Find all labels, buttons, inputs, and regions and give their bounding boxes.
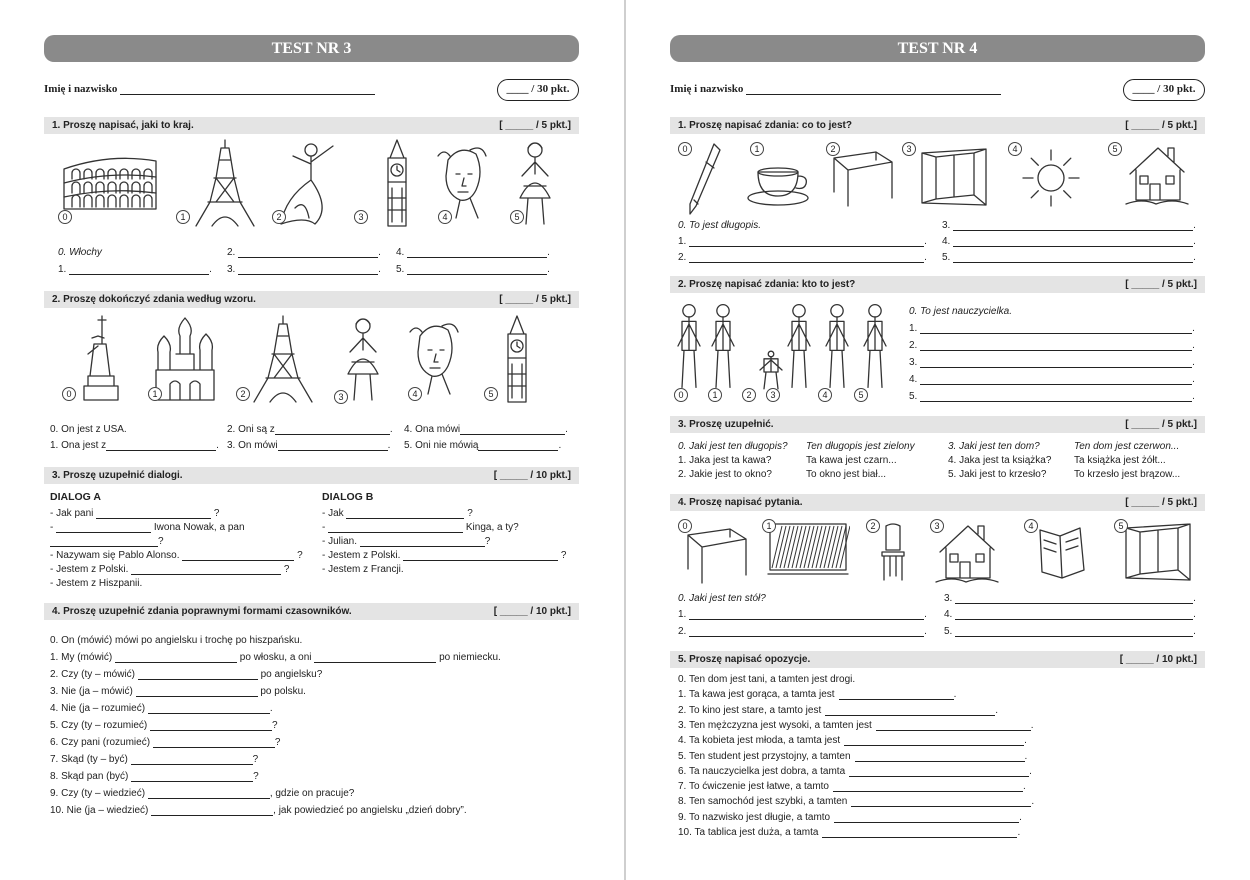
answer-line[interactable] — [131, 574, 281, 575]
answer-line[interactable] — [360, 546, 485, 547]
answer-1: 1. . — [678, 236, 927, 247]
answer-3: 3. . — [227, 264, 381, 275]
person-figure-icon — [782, 302, 816, 390]
sentence-text: 4. Ona mówi — [404, 424, 461, 435]
person-answer-4: 4. . — [909, 374, 1195, 385]
verb-item-7: 7. Skąd (ty – być) ? — [50, 754, 259, 765]
item-number-badge: 0 — [62, 387, 76, 401]
total-score-box: ____ / 30 pkt. — [497, 79, 579, 101]
item-number-badge: 1 — [708, 388, 722, 402]
answer-line[interactable] — [689, 636, 924, 637]
answer-line[interactable] — [407, 274, 547, 275]
answer-line[interactable] — [855, 761, 1025, 762]
answer-line[interactable] — [953, 262, 1193, 263]
section-title: 4. Proszę napisać pytania. — [678, 497, 803, 508]
section-points: [ _____ / 5 pkt.] — [1125, 419, 1197, 430]
sentence-1: 1. Ona jest z . — [50, 440, 219, 451]
answer-line[interactable] — [955, 619, 1193, 620]
name-line[interactable] — [746, 94, 1001, 95]
section-2-header — [44, 291, 579, 308]
answer-line[interactable] — [822, 837, 1017, 838]
fill-in-cell: 4. Jaka jest ta książka? — [948, 455, 1052, 466]
answer-example: 0. Włochy — [58, 247, 102, 258]
test-3-page — [0, 0, 624, 880]
test-title: TEST NR 3 — [44, 35, 579, 62]
section-title: 1. Proszę napisać, jaki to kraj. — [52, 120, 194, 131]
sentence-text: 1. Ona jest z — [50, 440, 107, 451]
section-points: [ _____ / 5 pkt.] — [1125, 120, 1197, 131]
item-number-badge: 2 — [272, 210, 286, 224]
person-answer-5: 5. . — [909, 391, 1195, 402]
item-number-badge: 1 — [148, 387, 162, 401]
answer-label: 3. — [944, 593, 953, 604]
opposite-text: 8. Ten samochód jest szybki, a tamten — [678, 796, 848, 808]
verb-item-3 — [50, 686, 306, 697]
composer-portrait-icon — [430, 142, 490, 222]
item-number-badge: 0 — [674, 388, 688, 402]
item-number-badge: 2 — [236, 387, 250, 401]
total-score-box: ____ / 30 pkt. — [1123, 79, 1205, 101]
dialog-b-line-2: - Kinga, a ty? — [322, 522, 519, 533]
dialog-a-title: DIALOG A — [50, 491, 101, 503]
verb-item-5: 5. Czy (ty – rozumieć) ? — [50, 720, 278, 731]
answer-label: 5. — [909, 391, 918, 402]
section-2-header — [670, 276, 1205, 293]
opposite-text: 2. To kino jest stare, a tamto jest — [678, 704, 822, 716]
person-figure-icon — [706, 302, 740, 390]
verb-text: po angielsku? — [260, 669, 323, 680]
opposite-text: 1. Ta kawa jest gorąca, a tamta jest — [678, 689, 835, 701]
opposite-text: 4. Ta kobieta jest młoda, a tamta jest — [678, 735, 841, 747]
answer-line[interactable] — [689, 246, 924, 247]
answer-0 — [678, 220, 761, 231]
person-answer-0 — [909, 306, 1012, 317]
opposite-text: 6. Ta nauczycielka jest dobra, a tamta — [678, 765, 846, 777]
item-number-badge: 5 — [1114, 519, 1128, 533]
verb-text: 7. Skąd (ty – być) — [50, 754, 128, 765]
item-number-badge: 3 — [334, 390, 348, 404]
name-line[interactable] — [120, 94, 375, 95]
section-4-header — [44, 603, 579, 620]
table-icon — [684, 525, 750, 585]
answer-line[interactable] — [478, 450, 558, 451]
section-title: 3. Proszę uzupełnić. — [678, 419, 774, 430]
opposite-item: 3. Ten mężczyzna jest wysoki, a tamten jest . — [678, 719, 1034, 731]
dialog-b-line-1: - Jak ? — [322, 508, 473, 519]
question-4: 4. . — [944, 609, 1196, 620]
blackboard-icon — [766, 520, 850, 578]
sentence-0 — [50, 424, 127, 435]
dialog-text: ? — [158, 536, 164, 547]
item-number-badge: 3 — [930, 519, 944, 533]
eiffel-tower-icon — [248, 314, 318, 404]
item-number-badge: 2 — [866, 519, 880, 533]
answer-line[interactable] — [115, 662, 237, 663]
dialog-b-line-3: - Julian. ? — [322, 536, 491, 547]
sun-icon — [1016, 148, 1086, 208]
section-title: 2. Proszę dokończyć zdania według wzoru. — [52, 294, 256, 305]
answer-5: 5. . — [942, 252, 1196, 263]
item-number-badge: 2 — [826, 142, 840, 156]
answer-line[interactable] — [138, 679, 258, 680]
dialog-a-line-4: - Nazywam się Pablo Alonso. ? — [50, 550, 303, 561]
opposite-item: 7. To ćwiczenie jest łatwe, a tamto . — [678, 781, 1026, 793]
dialog-b-line-4: - Jestem z Polski. ? — [322, 550, 567, 561]
opposite-text: 9. To nazwisko jest długie, a tamto — [678, 811, 831, 823]
dialog-a-line-2: - Iwona Nowak, a pan — [50, 522, 245, 533]
fill-in-cell: Ten dom jest czerwon... — [1074, 441, 1180, 452]
dialog-text: - Nazywam się Pablo Alonso. — [50, 550, 180, 561]
verb-item-1 — [50, 652, 501, 663]
person-answer-3: 3. . — [909, 357, 1195, 368]
answer-line[interactable] — [851, 806, 1031, 807]
opposite-item: 6. Ta nauczycielka jest dobra, a tamta . — [678, 765, 1032, 777]
answer-label: 2. — [227, 247, 239, 258]
answer-line[interactable] — [953, 246, 1193, 247]
answer-label: 4. — [944, 609, 953, 620]
window-icon — [916, 145, 992, 209]
section-title: 2. Proszę napisać zdania: kto to jest? — [678, 279, 856, 290]
answer-label: 2. — [678, 252, 687, 263]
answer-line[interactable] — [153, 747, 275, 748]
answer-example: 0. To jest nauczycielka. — [909, 306, 1013, 317]
answer-label: 5. — [396, 264, 408, 275]
sentence-text: 2. Oni są z — [227, 424, 275, 435]
section-title: 4. Proszę uzupełnić zdania poprawnymi formami czasowników. — [52, 606, 352, 617]
opposite-item: 10. Ta tablica jest duża, a tamta . — [678, 827, 1021, 838]
answer-line[interactable] — [56, 532, 151, 533]
fill-in-cell: To okno jest biał... — [806, 469, 887, 480]
name-label-text: Imię i nazwisko — [44, 83, 118, 95]
dialog-text: - Jak — [322, 508, 344, 519]
answer-line[interactable] — [278, 450, 388, 451]
answer-line[interactable] — [275, 434, 390, 435]
test-4-page — [626, 0, 1250, 880]
answer-example: 0. Jaki jest ten stół? — [678, 593, 766, 604]
answer-line[interactable] — [148, 713, 270, 714]
verb-item-4: 4. Nie (ja – rozumieć) . — [50, 703, 273, 714]
answer-4: 4. . — [942, 236, 1196, 247]
item-number-badge: 3 — [354, 210, 368, 224]
opposite-item: 9. To nazwisko jest długie, a tamto . — [678, 811, 1022, 823]
chair-icon — [878, 522, 908, 582]
opposite-item: 5. Ten student jest przystojny, a tamten . — [678, 750, 1028, 762]
composer-portrait-icon — [402, 318, 462, 398]
dialog-b-line-5 — [322, 564, 404, 575]
fill-in-cell: Ta książka jest żółt... — [1074, 455, 1166, 466]
answer-line[interactable] — [955, 603, 1193, 604]
name-label — [44, 83, 375, 95]
item-number-badge: 2 — [742, 388, 756, 402]
fill-in-cell: 0. Jaki jest ten długopis? — [678, 441, 788, 452]
section-4-header — [670, 494, 1205, 511]
sentence-4: 4. Ona mówi . — [404, 424, 568, 435]
answer-line[interactable] — [238, 274, 378, 275]
answer-label: 5. — [944, 626, 953, 637]
name-label — [670, 83, 1001, 95]
answer-line[interactable] — [314, 662, 436, 663]
section-3-header — [670, 416, 1205, 433]
opposite-text: 10. Ta tablica jest duża, a tamta — [678, 827, 819, 838]
verb-text: 10. Nie (ja – wiedzieć) — [50, 805, 149, 816]
verb-item-10 — [50, 805, 467, 816]
section-points: [ _____ / 10 pkt.] — [1119, 654, 1197, 665]
answer-line[interactable] — [834, 822, 1019, 823]
answer-4: 4. . — [396, 247, 550, 258]
verb-text: , jak powiedzieć po angielsku „dzień dobry”. — [273, 805, 467, 816]
opposite-text: 7. To ćwiczenie jest łatwe, a tamto — [678, 781, 829, 793]
answer-label: 3. — [909, 357, 918, 368]
answer-line[interactable] — [69, 274, 209, 275]
eiffel-tower-icon — [190, 138, 260, 228]
item-number-badge: 4 — [1024, 519, 1038, 533]
answer-line[interactable] — [876, 730, 1031, 731]
opposite-text: 3. Ten mężczyzna jest wysoki, a tamten jest — [678, 719, 872, 731]
fill-in-cell: Ten długopis jest zielony — [806, 441, 915, 452]
dialog-text: Iwona Nowak, a pan — [153, 522, 245, 533]
table-icon — [830, 148, 896, 208]
dialog-a-line-5: - Jestem z Polski. ? — [50, 564, 290, 575]
verb-item-0 — [50, 635, 302, 646]
item-number-badge: 4 — [818, 388, 832, 402]
answer-line[interactable] — [849, 776, 1029, 777]
answer-label: 4. — [396, 247, 408, 258]
item-number-badge: 4 — [438, 210, 452, 224]
answer-line[interactable] — [920, 333, 1192, 334]
answer-line[interactable] — [953, 230, 1193, 231]
verb-item-9 — [50, 788, 354, 799]
answer-label: 1. — [909, 323, 918, 334]
section-5-header — [670, 651, 1205, 668]
answer-line[interactable] — [150, 730, 272, 731]
answer-line[interactable] — [136, 696, 258, 697]
verb-text: , gdzie on pracuje? — [269, 788, 355, 799]
verb-text: 2. Czy (ty – mówić) — [50, 669, 136, 680]
answer-line[interactable] — [460, 434, 565, 435]
answer-line[interactable] — [689, 262, 924, 263]
person-figure-icon — [820, 302, 854, 390]
verb-text: 8. Skąd pan (być) — [50, 771, 129, 782]
answer-line[interactable] — [844, 745, 1024, 746]
section-points: [ _____ / 5 pkt.] — [1125, 279, 1197, 290]
answer-label: 1. — [58, 264, 70, 275]
item-number-badge: 3 — [766, 388, 780, 402]
verb-item-2 — [50, 669, 322, 680]
verb-text: 3. Nie (ja – mówić) — [50, 686, 133, 697]
fill-in-cell: 2. Jakie jest to okno? — [678, 469, 772, 480]
dialog-text: - Jestem z Polski. — [322, 550, 401, 561]
section-1-header — [670, 117, 1205, 134]
question-3: 3. . — [944, 593, 1196, 604]
dialog-a-line-6 — [50, 578, 142, 589]
answer-line[interactable] — [131, 764, 253, 765]
question-0 — [678, 593, 766, 604]
answer-example: 0. To jest długopis. — [678, 220, 762, 231]
sentence-5: 5. Oni nie mówią . — [404, 440, 562, 451]
house-icon — [1122, 142, 1192, 208]
answer-2: 2. . — [678, 252, 927, 263]
section-points: [ _____ / 10 pkt.] — [493, 470, 571, 481]
answer-line[interactable] — [328, 532, 463, 533]
dialog-a-line-1: - Jak pani ? — [50, 508, 220, 519]
fill-in-cell: Ta kawa jest czarn... — [806, 455, 897, 466]
dialog-text: - Julian. — [322, 536, 358, 547]
verb-text: po włosku, a oni — [239, 652, 312, 663]
item-number-badge: 5 — [484, 387, 498, 401]
item-number-badge: 5 — [854, 388, 868, 402]
sentence-3: 3. On mówi . — [227, 440, 391, 451]
answer-3: 3. . — [942, 220, 1196, 231]
big-ben-icon — [372, 138, 422, 228]
verb-text: 1. My (mówić) — [50, 652, 113, 663]
item-number-badge: 1 — [750, 142, 764, 156]
verb-text: 6. Czy pani (rozumieć) — [50, 737, 151, 748]
sentence-text: 0. On jest z USA. — [50, 424, 127, 435]
answer-5: 5. . — [396, 264, 550, 275]
verb-text: 0. On (mówić) mówi po angielsku i trochę po hiszpańsku. — [50, 635, 303, 646]
section-points: [ _____ / 5 pkt.] — [1125, 497, 1197, 508]
answer-label: 2. — [678, 626, 687, 637]
coffee-cup-icon — [744, 158, 814, 208]
section-points: [ _____ / 5 pkt.] — [499, 120, 571, 131]
answer-line[interactable] — [920, 401, 1192, 402]
fill-in-cell: 1. Jaka jest ta kawa? — [678, 455, 772, 466]
section-title: 3. Proszę uzupełnić dialogi. — [52, 470, 183, 481]
section-3-header — [44, 467, 579, 484]
answer-line[interactable] — [96, 518, 211, 519]
verb-text: 9. Czy (ty – wiedzieć) — [50, 788, 146, 799]
item-number-badge: 0 — [678, 519, 692, 533]
dialog-text: - Jestem z Polski. — [50, 564, 129, 575]
section-title: 1. Proszę napisać zdania: co to jest? — [678, 120, 852, 131]
dialog-b-title: DIALOG B — [322, 491, 374, 503]
opposite-item — [678, 674, 855, 685]
answer-line[interactable] — [920, 367, 1192, 368]
answer-line[interactable] — [403, 560, 558, 561]
colosseum-icon — [60, 147, 160, 215]
answer-line[interactable] — [50, 546, 158, 547]
sentence-text: 5. Oni nie mówią — [404, 440, 479, 451]
opposite-item: 4. Ta kobieta jest młoda, a tamta jest . — [678, 735, 1027, 747]
answer-label: 3. — [227, 264, 239, 275]
answer-line[interactable] — [833, 791, 1023, 792]
answer-label: 4. — [942, 236, 951, 247]
answer-label: 3. — [942, 220, 951, 231]
answer-line[interactable] — [106, 450, 216, 451]
answer-0 — [58, 247, 102, 258]
verb-text: 4. Nie (ja – rozumieć) — [50, 703, 146, 714]
opposite-item: 2. To kino jest stare, a tamto jest . — [678, 704, 998, 716]
answer-label: 2. — [909, 340, 918, 351]
dialog-a-line-3 — [50, 536, 164, 547]
fill-in-cell: 3. Jaki jest ten dom? — [948, 441, 1040, 452]
answer-line[interactable] — [151, 815, 273, 816]
verb-item-8: 8. Skąd pan (być) ? — [50, 771, 259, 782]
answer-line[interactable] — [238, 257, 378, 258]
fill-in-cell: To krzesło jest brązow... — [1074, 469, 1181, 480]
folk-girl-icon — [338, 314, 388, 404]
answer-label: 5. — [942, 252, 951, 263]
dialog-text: - Jak pani — [50, 508, 94, 519]
verb-item-6: 6. Czy pani (rozumieć) ? — [50, 737, 281, 748]
book-icon — [1030, 520, 1090, 584]
answer-label: 1. — [678, 236, 687, 247]
section-points: [ _____ / 5 pkt.] — [499, 294, 571, 305]
sentence-2: 2. Oni są z . — [227, 424, 393, 435]
answer-line[interactable] — [131, 781, 253, 782]
item-number-badge: 0 — [678, 142, 692, 156]
section-points: [ _____ / 10 pkt.] — [493, 606, 571, 617]
answer-line[interactable] — [689, 619, 924, 620]
answer-line[interactable] — [955, 636, 1193, 637]
fill-in-cell: 5. Jaki jest to krzesło? — [948, 469, 1047, 480]
dialog-text: Kinga, a ty? — [465, 522, 519, 533]
item-number-badge: 4 — [1008, 142, 1022, 156]
answer-line[interactable] — [148, 798, 270, 799]
item-number-badge: 1 — [176, 210, 190, 224]
section-1-header — [44, 117, 579, 134]
item-number-badge: 5 — [1108, 142, 1122, 156]
opposite-item: 8. Ten samochód jest szybki, a tamten . — [678, 796, 1035, 808]
person-figure-icon — [672, 302, 706, 390]
answer-label: 1. — [678, 609, 687, 620]
item-number-badge: 4 — [408, 387, 422, 401]
answer-line[interactable] — [920, 384, 1192, 385]
opposite-text: 5. Ten student jest przystojny, a tamten — [678, 750, 851, 762]
verb-text: po polsku. — [260, 686, 306, 697]
section-title: 5. Proszę napisać opozycje. — [678, 654, 811, 665]
dialog-text: - Jestem z Hiszpanii. — [50, 578, 143, 589]
answer-line[interactable] — [825, 715, 995, 716]
item-number-badge: 0 — [58, 210, 72, 224]
dialog-text: - Jestem z Francji. — [322, 564, 404, 575]
question-5: 5. . — [944, 626, 1196, 637]
question-2: 2. . — [678, 626, 927, 637]
answer-2: 2. . — [227, 247, 381, 258]
test-title: TEST NR 4 — [670, 35, 1205, 62]
item-number-badge: 3 — [902, 142, 916, 156]
sentence-text: 3. On mówi — [227, 440, 278, 451]
statue-of-liberty-icon — [68, 314, 128, 404]
answer-line[interactable] — [346, 518, 464, 519]
verb-text: po niemiecku. — [439, 652, 501, 663]
person-figure-icon — [858, 302, 892, 390]
item-number-badge: 5 — [510, 210, 524, 224]
person-answer-2: 2. . — [909, 340, 1195, 351]
verb-text: 5. Czy (ty – rozumieć) — [50, 720, 148, 731]
answer-1: 1. . — [58, 264, 212, 275]
big-ben-icon — [492, 314, 542, 404]
answer-line[interactable] — [839, 699, 954, 700]
window-icon — [1120, 520, 1196, 584]
opposite-item: 1. Ta kawa jest gorąca, a tamta jest . — [678, 689, 957, 701]
question-1: 1. . — [678, 609, 927, 620]
person-answer-1: 1. . — [909, 323, 1195, 334]
answer-line[interactable] — [920, 350, 1192, 351]
name-label-text: Imię i nazwisko — [670, 83, 744, 95]
answer-line[interactable] — [182, 560, 294, 561]
opposite-text: 0. Ten dom jest tani, a tamten jest drogi. — [678, 674, 856, 685]
answer-line[interactable] — [407, 257, 547, 258]
item-number-badge: 1 — [762, 519, 776, 533]
answer-label: 4. — [909, 374, 918, 385]
